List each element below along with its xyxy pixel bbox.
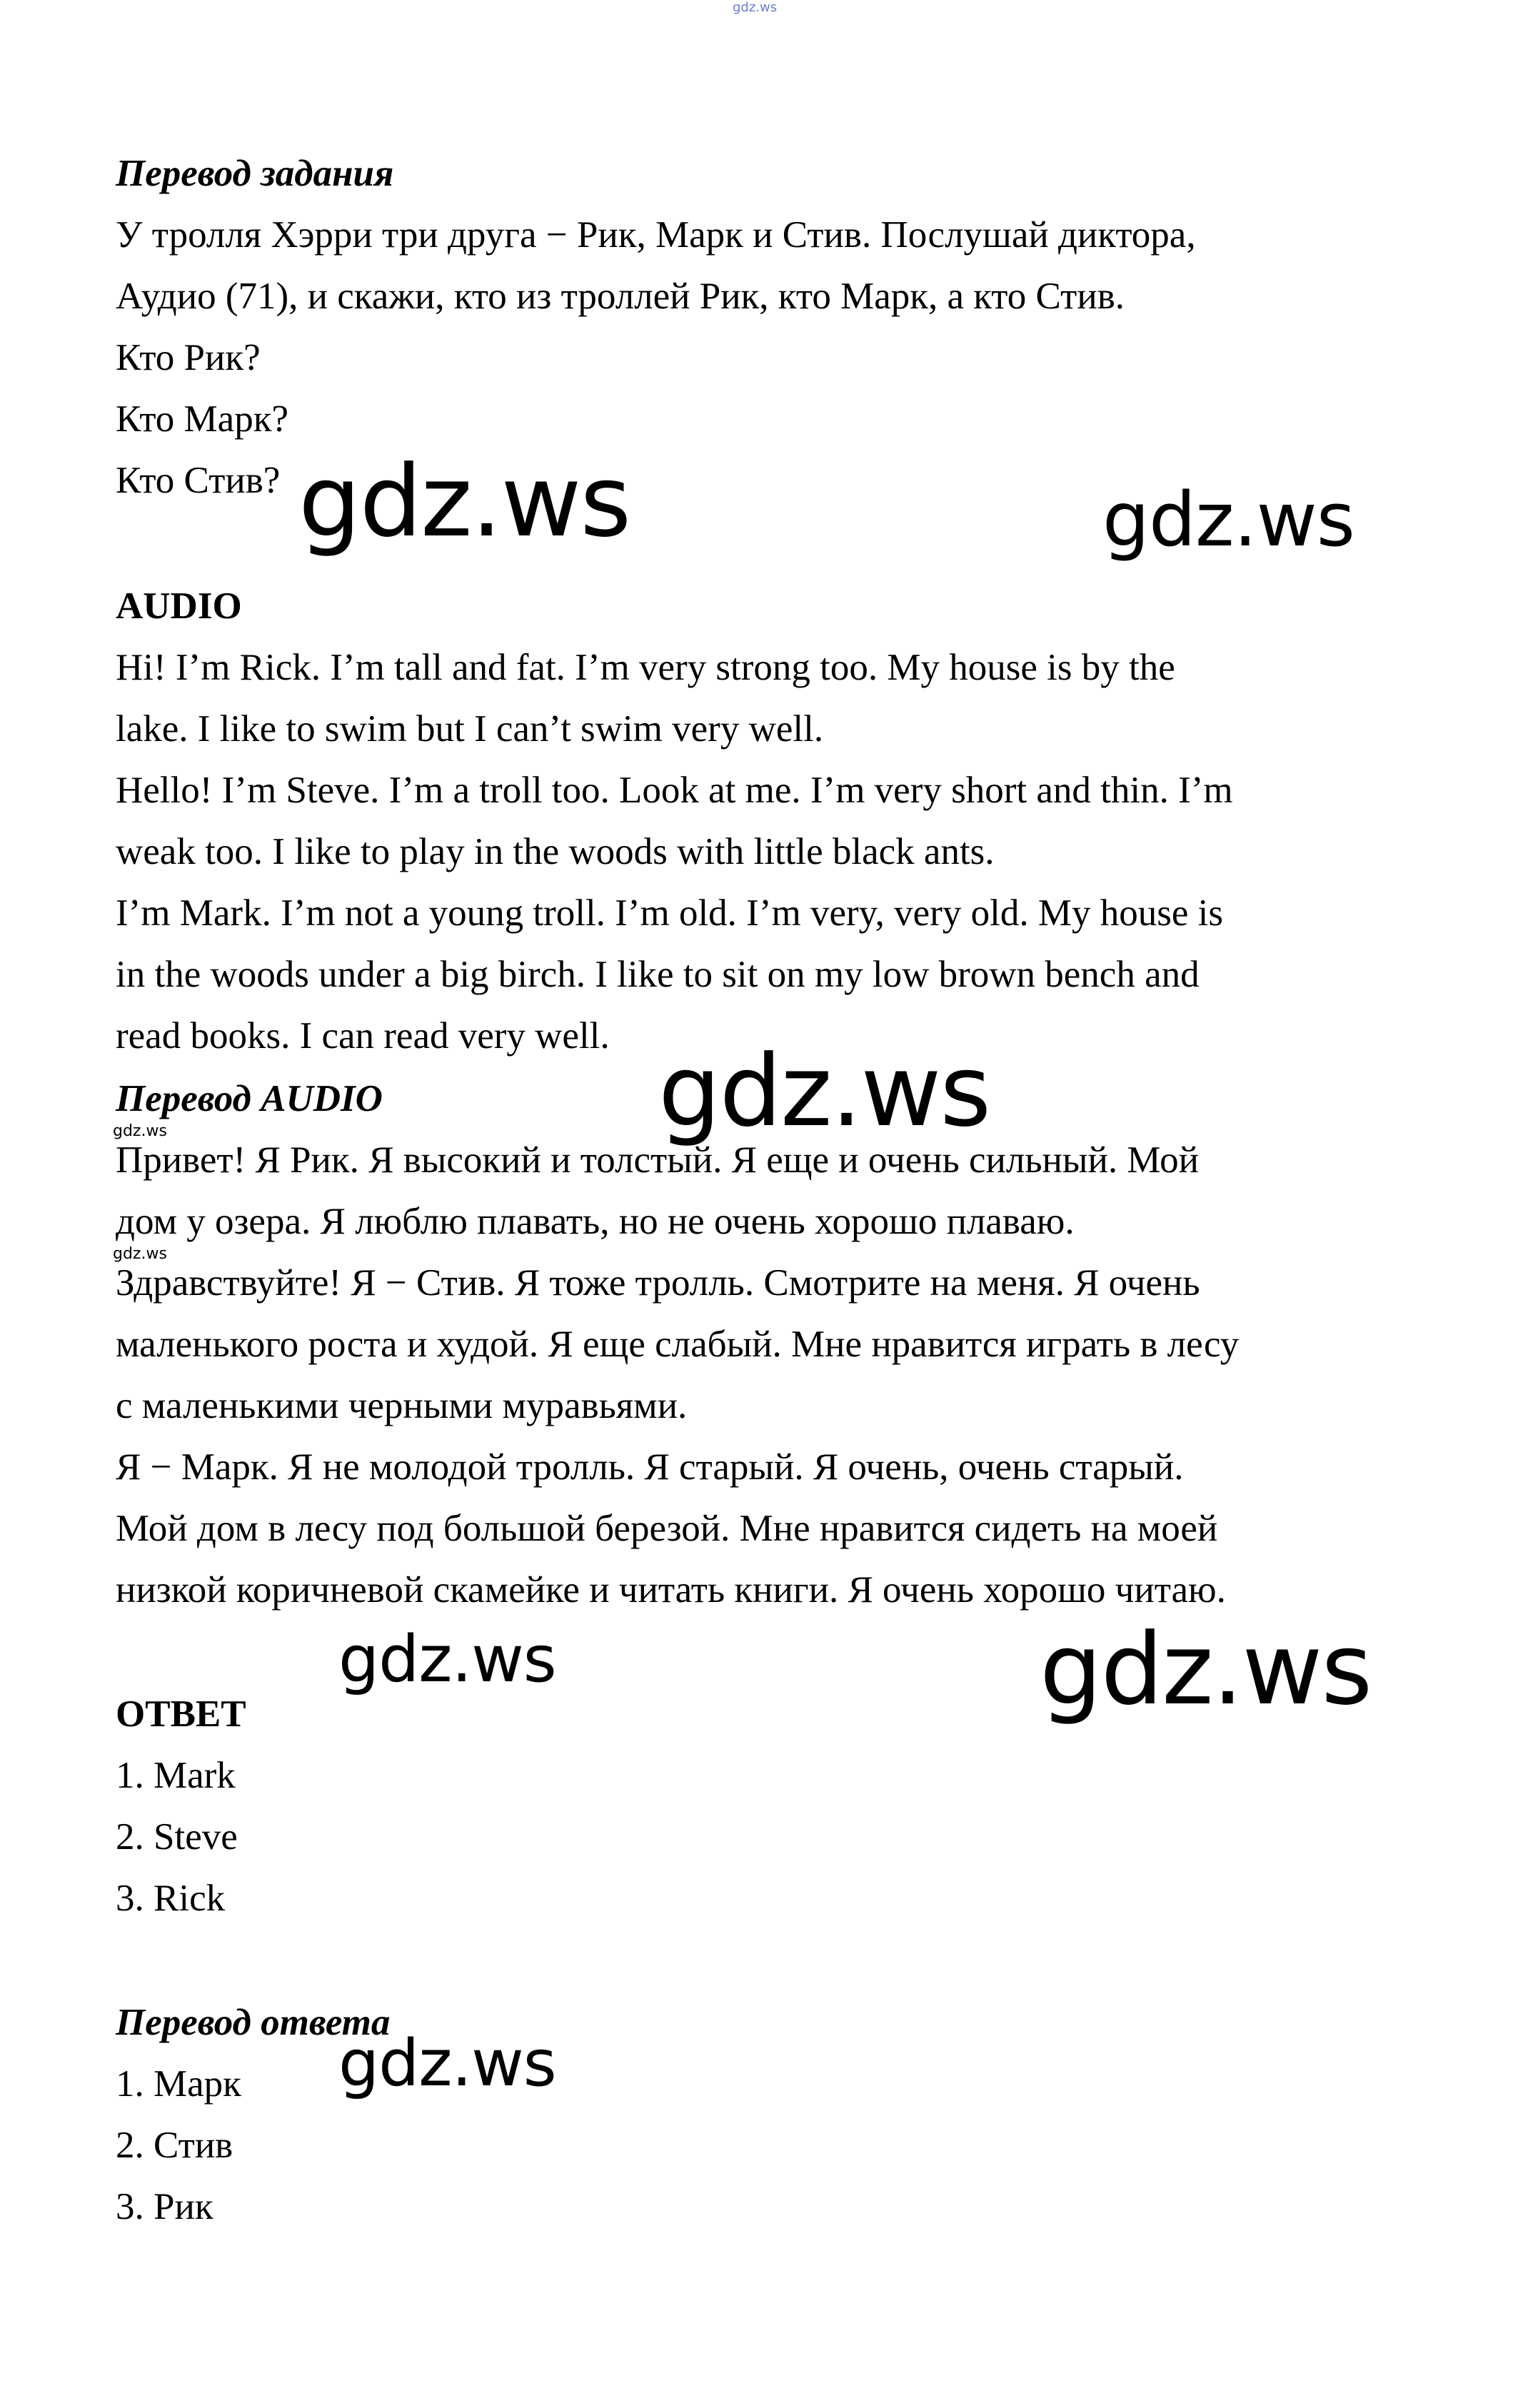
audio-translation-line: Привет! Я Рик. Я высокий и толстый. Я еще и очень сильный. Мой	[116, 1139, 1200, 1181]
audio-line: lake. I like to swim but I can’t swim very well.	[116, 708, 824, 750]
watermark: gdz.ws	[298, 444, 630, 559]
audio-translation-heading: Перевод AUDIO	[116, 1078, 383, 1119]
task-translation-heading: Перевод задания	[116, 153, 394, 194]
task-translation-line: Кто Марк?	[116, 398, 288, 440]
audio-line: I’m Mark. I’m not a young troll. I’m old. I’m very, very old. My house is	[116, 892, 1223, 934]
watermark: gdz.ws	[338, 2026, 556, 2101]
task-translation-line: Кто Стив?	[116, 460, 281, 501]
watermark-small: gdz.ws	[113, 1245, 167, 1263]
audio-line: Hi! I’m Rick. I’m tall and fat. I’m very strong too. My house is by the	[116, 647, 1175, 688]
watermark-top: gdz.ws	[733, 0, 778, 15]
answer-item: 1. Mark	[116, 1755, 236, 1796]
audio-translation-line: маленького роста и худой. Я еще слабый. Мне нравится играть в лесу	[116, 1324, 1240, 1365]
audio-translation-line: Здравствуйте! Я − Стив. Я тоже тролль. Смотрите на меня. Я очень	[116, 1262, 1200, 1304]
answer-translation-item: 1. Марк	[116, 2063, 241, 2105]
audio-translation-line: дом у озера. Я люблю плавать, но не очень хорошо плаваю.	[116, 1201, 1075, 1242]
watermark: gdz.ws	[1102, 476, 1354, 563]
answer-heading: ОТВЕТ	[116, 1693, 246, 1735]
audio-translation-line: с маленькими черными муравьями.	[116, 1385, 688, 1426]
watermark: gdz.ws	[658, 1034, 990, 1149]
answer-item: 3. Rick	[116, 1878, 226, 1919]
audio-line: read books. I can read very well.	[116, 1015, 610, 1057]
audio-line: in the woods under a big birch. I like to sit on my low brown bench and	[116, 954, 1200, 995]
watermark: gdz.ws	[338, 1622, 556, 1697]
answer-translation-item: 2. Стив	[116, 2125, 233, 2166]
answer-translation-heading: Перевод ответа	[116, 2002, 391, 2043]
audio-heading: AUDIO	[116, 585, 242, 627]
task-translation-line: Аудио (71), и скажи, кто из троллей Рик, кто Марк, а кто Стив.	[116, 276, 1125, 317]
answer-translation-item: 3. Рик	[116, 2186, 213, 2227]
audio-line: weak too. I like to play in the woods with little black ants.	[116, 831, 995, 872]
task-translation-line: У тролля Хэрри три друга − Рик, Марк и Стив. Послушай диктора,	[116, 214, 1196, 256]
task-translation-line: Кто Рик?	[116, 337, 261, 378]
audio-translation-line: Мой дом в лесу под большой березой. Мне нравится сидеть на моей	[116, 1508, 1218, 1549]
answer-item: 2. Steve	[116, 1816, 238, 1858]
watermark-small: gdz.ws	[113, 1122, 167, 1140]
audio-line: Hello! I’m Steve. I’m a troll too. Look at me. I’m very short and thin. I’m	[116, 770, 1233, 811]
watermark: gdz.ws	[1040, 1612, 1372, 1727]
audio-translation-line: низкой коричневой скамейке и читать книги. Я очень хорошо читаю.	[116, 1569, 1226, 1611]
audio-translation-line: Я − Марк. Я не молодой тролль. Я старый. Я очень, очень старый.	[116, 1446, 1184, 1488]
